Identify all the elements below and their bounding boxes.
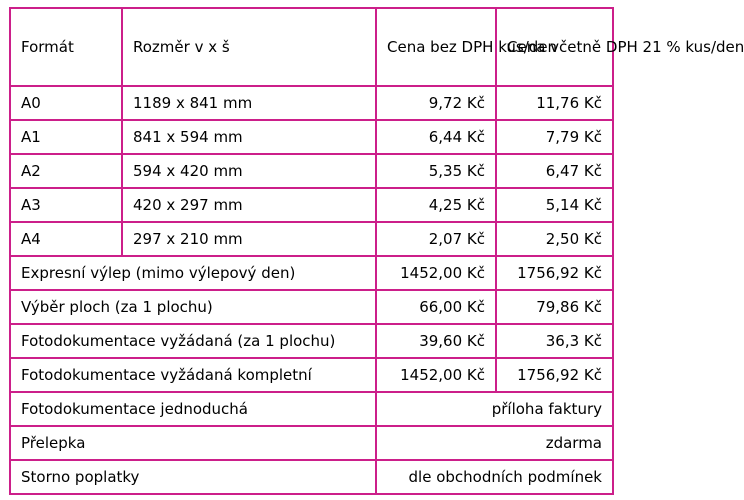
format-row	[10, 86, 613, 120]
price-no-vat-cell: 6,44 Kč	[376, 120, 496, 154]
format-cell: A4	[10, 222, 122, 256]
note-row	[10, 392, 613, 426]
note-label: Fotodokumentace jednoduchá	[10, 392, 376, 426]
note-value: zdarma	[376, 426, 613, 460]
size-cell: 1189 x 841 mm	[122, 86, 376, 120]
note-row	[10, 426, 613, 460]
header-price-no-vat: Cena bez DPH kus/den	[376, 8, 496, 86]
price-vat-cell: 79,86 Kč	[496, 290, 613, 324]
format-row	[10, 222, 613, 256]
price-vat-cell: 1756,92 Kč	[496, 256, 613, 290]
size-cell: 297 x 210 mm	[122, 222, 376, 256]
price-table	[9, 7, 744, 495]
header-format: Formát	[10, 8, 122, 86]
format-row	[10, 154, 613, 188]
price-no-vat-cell: 39,60 Kč	[376, 324, 496, 358]
price-vat-cell: 7,79 Kč	[496, 120, 613, 154]
price-no-vat-cell: 1452,00 Kč	[376, 358, 496, 392]
price-vat-cell: 6,47 Kč	[496, 154, 613, 188]
service-row	[10, 256, 613, 290]
storno-row	[10, 460, 613, 494]
note-value: příloha faktury	[376, 392, 613, 426]
price-vat-cell: 5,14 Kč	[496, 188, 613, 222]
service-label: Expresní výlep (mimo výlepový den)	[10, 256, 376, 290]
format-cell: A1	[10, 120, 122, 154]
price-vat-cell: 36,3 Kč	[496, 324, 613, 358]
format-row	[10, 188, 613, 222]
header-size: Rozměr v x š	[122, 8, 376, 86]
note-label: Přelepka	[10, 426, 376, 460]
format-cell: A2	[10, 154, 122, 188]
size-cell: 841 x 594 mm	[122, 120, 376, 154]
service-label: Výběr ploch (za 1 plochu)	[10, 290, 376, 324]
price-no-vat-cell: 2,07 Kč	[376, 222, 496, 256]
size-cell: 594 x 420 mm	[122, 154, 376, 188]
price-no-vat-cell: 4,25 Kč	[376, 188, 496, 222]
price-no-vat-cell: 66,00 Kč	[376, 290, 496, 324]
size-cell: 420 x 297 mm	[122, 188, 376, 222]
price-vat-cell: 1756,92 Kč	[496, 358, 613, 392]
price-no-vat-cell: 1452,00 Kč	[376, 256, 496, 290]
service-label: Fotodokumentace vyžádaná (za 1 plochu)	[10, 324, 376, 358]
service-row	[10, 358, 613, 392]
service-row	[10, 290, 613, 324]
price-vat-cell: 2,50 Kč	[496, 222, 613, 256]
format-cell: A0	[10, 86, 122, 120]
storno-label: Storno poplatky	[10, 460, 376, 494]
service-row	[10, 324, 613, 358]
service-label: Fotodokumentace vyžádaná kompletní	[10, 358, 376, 392]
price-no-vat-cell: 9,72 Kč	[376, 86, 496, 120]
storno-value: dle obchodních podmínek	[376, 460, 613, 494]
header-row	[10, 8, 613, 86]
price-vat-cell: 11,76 Kč	[496, 86, 613, 120]
format-row	[10, 120, 613, 154]
header-price-vat: Cena včetně DPH 21 % kus/den	[496, 8, 613, 86]
format-cell: A3	[10, 188, 122, 222]
price-no-vat-cell: 5,35 Kč	[376, 154, 496, 188]
